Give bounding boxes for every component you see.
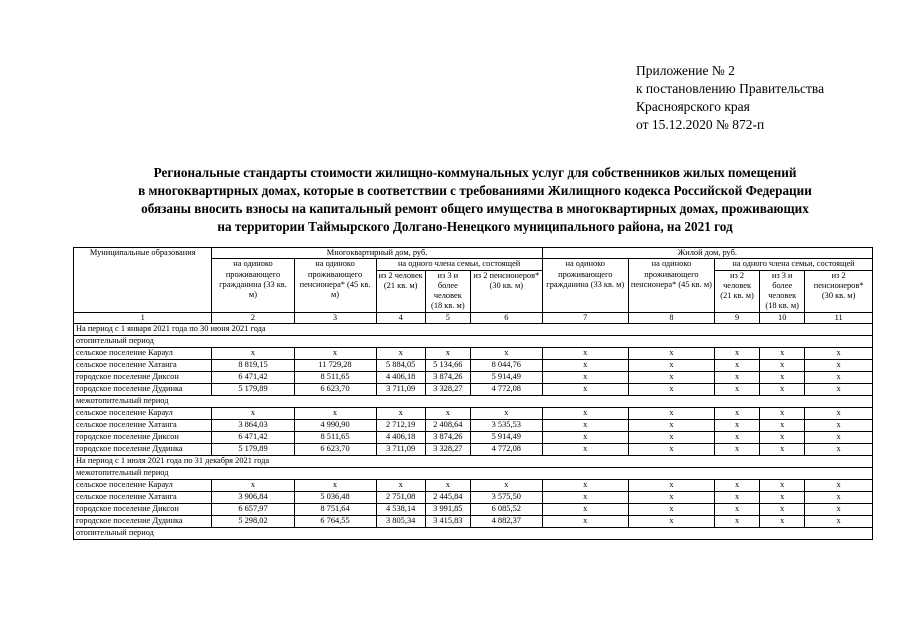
header-pensioner: на одиноко проживающего пенсионера* (45 кв. м)	[628, 259, 714, 312]
value-cell: 6 764,55	[294, 516, 376, 528]
municipality-name: городское поселение Диксон	[74, 432, 212, 444]
x-mark: x	[294, 348, 376, 360]
value-cell: 3 906,84	[212, 492, 294, 504]
value-cell: 3 874,26	[425, 372, 470, 384]
x-mark: x	[542, 372, 628, 384]
x-mark: x	[715, 516, 760, 528]
x-mark: x	[376, 408, 425, 420]
x-mark: x	[628, 444, 714, 456]
x-mark: x	[542, 420, 628, 432]
x-mark: x	[542, 516, 628, 528]
x-mark: x	[805, 444, 873, 456]
x-mark: x	[542, 384, 628, 396]
header-family: на одного члена семьи, состоящей	[376, 259, 542, 270]
standards-table	[73, 247, 873, 540]
x-mark: x	[212, 408, 294, 420]
header-two-pensioners: из 2 пенсионеров* (30 кв. м)	[805, 270, 873, 312]
table-row	[74, 348, 873, 360]
title-line: Региональные стандарты стоимости жилищно-коммунальных услуг для собственников жилых помещений	[153, 165, 797, 180]
x-mark: x	[470, 480, 542, 492]
value-cell: 5 884,05	[376, 360, 425, 372]
header-two-persons: из 2 человек (21 кв. м)	[376, 270, 425, 312]
column-number: 7	[542, 312, 628, 323]
value-cell: 8 511,65	[294, 432, 376, 444]
x-mark: x	[715, 384, 760, 396]
x-mark: x	[760, 480, 805, 492]
x-mark: x	[715, 372, 760, 384]
value-cell: 3 328,27	[425, 384, 470, 396]
x-mark: x	[760, 420, 805, 432]
x-mark: x	[542, 360, 628, 372]
value-cell: 6 471,42	[212, 372, 294, 384]
x-mark: x	[425, 348, 470, 360]
table-row	[74, 504, 873, 516]
x-mark: x	[805, 420, 873, 432]
x-mark: x	[628, 372, 714, 384]
x-mark: x	[542, 444, 628, 456]
column-number: 4	[376, 312, 425, 323]
x-mark: x	[628, 420, 714, 432]
header-three-persons: из 3 и более человек (18 кв. м)	[425, 270, 470, 312]
table-row	[74, 444, 873, 456]
value-cell: 2 712,19	[376, 420, 425, 432]
x-mark: x	[628, 504, 714, 516]
value-cell: 4 990,90	[294, 420, 376, 432]
x-mark: x	[760, 516, 805, 528]
column-number: 1	[74, 312, 212, 323]
value-cell: 11 729,28	[294, 360, 376, 372]
value-cell: 5 134,66	[425, 360, 470, 372]
column-number-row	[74, 312, 873, 323]
title-line: на территории Таймырского Долгано-Ненецкого муниципального района, на 2021 год	[217, 219, 733, 234]
header-pensioner: на одиноко проживающего пенсионера* (45 кв. м)	[294, 259, 376, 312]
section-label: межотопительный период	[74, 396, 873, 408]
section-row	[74, 396, 873, 408]
appendix-block	[636, 62, 824, 134]
x-mark: x	[542, 480, 628, 492]
x-mark: x	[294, 480, 376, 492]
x-mark: x	[628, 516, 714, 528]
x-mark: x	[760, 432, 805, 444]
header-two-persons: из 2 человек (21 кв. м)	[715, 270, 760, 312]
title-line: в многоквартирных домах, которые в соответствии с требованиями Жилищного кодекса Российской Федерации	[138, 183, 812, 198]
x-mark: x	[715, 408, 760, 420]
value-cell: 4 406,18	[376, 372, 425, 384]
table-row	[74, 480, 873, 492]
table-row	[74, 492, 873, 504]
header-apartment-building: Многоквартирный дом, руб.	[212, 248, 542, 259]
appendix-line: к постановлению Правительства	[636, 81, 825, 96]
x-mark: x	[805, 492, 873, 504]
value-cell: 6 085,52	[470, 504, 542, 516]
appendix-line: Приложение № 2	[636, 63, 735, 78]
value-cell: 2 445,84	[425, 492, 470, 504]
value-cell: 6 471,42	[212, 432, 294, 444]
x-mark: x	[628, 432, 714, 444]
section-label: На период с 1 июля 2021 года по 31 декабря 2021 года	[74, 456, 873, 468]
x-mark: x	[628, 360, 714, 372]
value-cell: 3 864,03	[212, 420, 294, 432]
x-mark: x	[212, 480, 294, 492]
appendix-line: от 15.12.2020 № 872-п	[636, 117, 765, 132]
column-number: 3	[294, 312, 376, 323]
municipality-name: сельское поселение Караул	[74, 348, 212, 360]
header-municipality: Муниципальные образования	[74, 248, 212, 313]
value-cell: 3 535,53	[470, 420, 542, 432]
section-row	[74, 528, 873, 540]
value-cell: 4 406,18	[376, 432, 425, 444]
x-mark: x	[628, 480, 714, 492]
x-mark: x	[760, 384, 805, 396]
header-family: на одного члена семьи, состоящей	[715, 259, 873, 270]
value-cell: 3 575,50	[470, 492, 542, 504]
value-cell: 8 511,65	[294, 372, 376, 384]
x-mark: x	[715, 432, 760, 444]
section-row	[74, 336, 873, 348]
x-mark: x	[628, 384, 714, 396]
table-row	[74, 408, 873, 420]
x-mark: x	[715, 360, 760, 372]
municipality-name: городское поселение Дудинка	[74, 444, 212, 456]
value-cell: 6 657,97	[212, 504, 294, 516]
table-row	[74, 384, 873, 396]
column-number: 10	[760, 312, 805, 323]
header-two-pensioners: из 2 пенсионеров* (30 кв. м)	[470, 270, 542, 312]
value-cell: 4 772,08	[470, 384, 542, 396]
x-mark: x	[760, 408, 805, 420]
value-cell: 3 415,83	[425, 516, 470, 528]
section-label: отопительный период	[74, 336, 873, 348]
x-mark: x	[805, 516, 873, 528]
x-mark: x	[628, 492, 714, 504]
column-number: 11	[805, 312, 873, 323]
municipality-name: городское поселение Диксон	[74, 504, 212, 516]
value-cell: 2 408,64	[425, 420, 470, 432]
x-mark: x	[542, 492, 628, 504]
x-mark: x	[715, 444, 760, 456]
x-mark: x	[542, 432, 628, 444]
section-label: На период с 1 января 2021 года по 30 июня 2021 года	[74, 324, 873, 336]
x-mark: x	[760, 360, 805, 372]
municipality-name: сельское поселение Караул	[74, 480, 212, 492]
table-row	[74, 432, 873, 444]
section-label: межотопительный период	[74, 468, 873, 480]
x-mark: x	[212, 348, 294, 360]
municipality-name: сельское поселение Хатанга	[74, 360, 212, 372]
value-cell: 3 711,09	[376, 444, 425, 456]
section-label: отопительный период	[74, 528, 873, 540]
value-cell: 2 751,08	[376, 492, 425, 504]
column-number: 8	[628, 312, 714, 323]
x-mark: x	[805, 432, 873, 444]
title-line: обязаны вносить взносы на капитальный ремонт общего имущества в многоквартирных домах, проживающих	[141, 201, 809, 216]
value-cell: 5 914,49	[470, 432, 542, 444]
x-mark: x	[542, 504, 628, 516]
value-cell: 8 819,15	[212, 360, 294, 372]
x-mark: x	[628, 408, 714, 420]
x-mark: x	[760, 492, 805, 504]
document-title	[60, 164, 890, 236]
value-cell: 5 179,89	[212, 384, 294, 396]
value-cell: 8 044,76	[470, 360, 542, 372]
value-cell: 4 882,37	[470, 516, 542, 528]
x-mark: x	[376, 480, 425, 492]
x-mark: x	[715, 480, 760, 492]
x-mark: x	[542, 348, 628, 360]
x-mark: x	[805, 408, 873, 420]
x-mark: x	[628, 348, 714, 360]
column-number: 2	[212, 312, 294, 323]
section-row	[74, 468, 873, 480]
municipality-name: сельское поселение Хатанга	[74, 492, 212, 504]
column-number: 9	[715, 312, 760, 323]
x-mark: x	[376, 348, 425, 360]
value-cell: 4 772,08	[470, 444, 542, 456]
value-cell: 8 751,64	[294, 504, 376, 516]
section-row	[74, 324, 873, 336]
x-mark: x	[760, 372, 805, 384]
x-mark: x	[294, 408, 376, 420]
x-mark: x	[715, 420, 760, 432]
value-cell: 5 298,02	[212, 516, 294, 528]
x-mark: x	[760, 348, 805, 360]
value-cell: 6 623,70	[294, 444, 376, 456]
municipality-name: сельское поселение Караул	[74, 408, 212, 420]
municipality-name: сельское поселение Хатанга	[74, 420, 212, 432]
x-mark: x	[760, 444, 805, 456]
value-cell: 3 328,27	[425, 444, 470, 456]
table-row	[74, 372, 873, 384]
x-mark: x	[470, 348, 542, 360]
x-mark: x	[425, 408, 470, 420]
x-mark: x	[425, 480, 470, 492]
x-mark: x	[760, 504, 805, 516]
municipality-name: городское поселение Дудинка	[74, 516, 212, 528]
header-house: Жилой дом, руб.	[542, 248, 872, 259]
x-mark: x	[715, 492, 760, 504]
table-row	[74, 516, 873, 528]
x-mark: x	[805, 348, 873, 360]
table-row	[74, 360, 873, 372]
value-cell: 5 179,89	[212, 444, 294, 456]
x-mark: x	[805, 480, 873, 492]
value-cell: 5 914,49	[470, 372, 542, 384]
x-mark: x	[470, 408, 542, 420]
table-row	[74, 420, 873, 432]
x-mark: x	[542, 408, 628, 420]
municipality-name: городское поселение Диксон	[74, 372, 212, 384]
x-mark: x	[805, 360, 873, 372]
x-mark: x	[715, 348, 760, 360]
x-mark: x	[805, 384, 873, 396]
value-cell: 3 991,85	[425, 504, 470, 516]
column-number: 6	[470, 312, 542, 323]
section-row	[74, 456, 873, 468]
column-number: 5	[425, 312, 470, 323]
x-mark: x	[715, 504, 760, 516]
appendix-line: Красноярского края	[636, 99, 750, 114]
value-cell: 5 036,48	[294, 492, 376, 504]
x-mark: x	[805, 372, 873, 384]
x-mark: x	[805, 504, 873, 516]
value-cell: 3 874,26	[425, 432, 470, 444]
header-three-persons: из 3 и более человек (18 кв. м)	[760, 270, 805, 312]
header-single: на одиноко проживающего гражданина (33 кв. м)	[542, 259, 628, 312]
value-cell: 6 623,70	[294, 384, 376, 396]
value-cell: 3 805,34	[376, 516, 425, 528]
municipality-name: городское поселение Дудинка	[74, 384, 212, 396]
value-cell: 4 538,14	[376, 504, 425, 516]
value-cell: 3 711,09	[376, 384, 425, 396]
header-single: на одиноко проживающего гражданина (33 кв. м)	[212, 259, 294, 312]
table-body	[74, 324, 873, 540]
